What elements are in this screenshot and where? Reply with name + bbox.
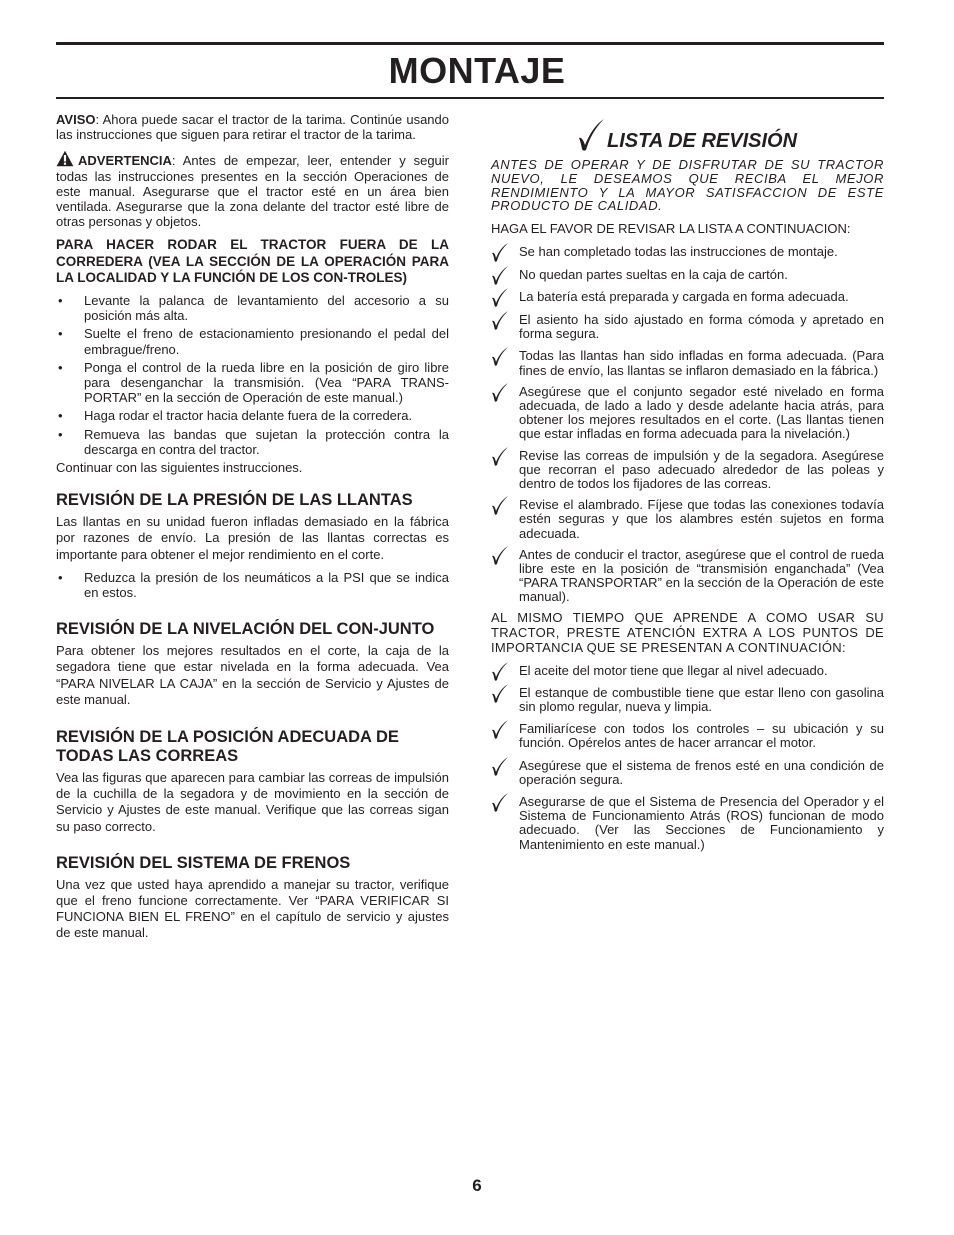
checkmark-icon <box>491 792 509 812</box>
rodar-heading: PARA HACER RODAR EL TRACTOR FUERA DE LA CORREDERA (VEA LA SECCIÓN DE LA OPERACIÓN PARA LA LOCALIDAD Y LA FUNCIÓN DE LOS CON-TROLES) <box>56 237 449 286</box>
checklist-item-text: El aceite del motor tiene que llegar al nivel adecuado. <box>519 662 828 678</box>
bullet-dot: • <box>58 292 63 308</box>
continuar-text: Continuar con las siguientes instrucciones. <box>56 459 303 475</box>
haga-favor-text: HAGA EL FAVOR DE REVISAR LA LISTA A CONTINUACION: <box>491 221 851 237</box>
aviso-text: : Ahora puede sacar el tractor de la tarima. Continúe usando las instrucciones que siguen para retirar el tractor de la tarima. <box>56 112 449 143</box>
checklist-item <box>491 795 884 852</box>
checklist-item <box>491 548 884 605</box>
checklist-1 <box>491 245 884 604</box>
list-item <box>56 427 449 457</box>
section-heading-llantas: REVISIÓN DE LA PRESIÓN DE LAS LLANTAS <box>56 491 413 510</box>
checklist-intro: ANTES DE OPERAR Y DE DISFRUTAR DE SU TRACTOR NUEVO, LE DESEAMOS QUE RECIBA EL MEJOR RENDIMIENTO Y LA MAYOR SATISFACCION DE ESTE PRODUCTO DE CALIDAD. <box>491 157 884 214</box>
title-bottom-rule <box>56 97 884 99</box>
section-text-llantas: Las llantas en su unidad fueron infladas demasiado en la fábrica por razones de envío. La presión de las llantas correctas es importante para obtener el mejor rendimiento en el corte. <box>56 514 449 562</box>
aviso-label: AVISO <box>56 112 96 127</box>
right-column <box>491 112 884 852</box>
checklist-item <box>491 349 884 377</box>
checkmark-icon <box>491 310 509 330</box>
checklist-item-text: El asiento ha sido ajustado en forma cómoda y apretado en forma segura. <box>519 312 884 342</box>
checklist-heading <box>577 118 884 152</box>
rodar-bullet-list <box>56 293 449 457</box>
bullet-dot: • <box>58 326 63 342</box>
aviso-paragraph <box>56 112 449 142</box>
checkmark-icon <box>491 382 509 402</box>
checklist-item-text: Todas las llantas han sido infladas en forma adecuada. (Para fines de envío, las llantas se inflaron demasiado en la fábrica.) <box>519 348 884 378</box>
checklist-title: LISTA DE REVISIÓN <box>607 130 798 152</box>
list-item <box>56 408 449 423</box>
checkmark-icon <box>491 683 509 703</box>
section-text-frenos: Una vez que usted haya aprendido a manejar su tractor, verifique que el freno funcione correctamente. Ver “PARA VERIFICAR SI FUNCIONA BIEN EL FRENO” en el capítulo de servicio y ajustes de este manual. <box>56 876 449 941</box>
list-item <box>56 326 449 356</box>
checklist-item <box>491 268 884 282</box>
checklist-item-text: Asegúrese que el sistema de frenos esté en una condición de operación segura. <box>519 757 884 787</box>
checklist-item-text: Asegurarse de que el Sistema de Presencia del Operador y el Sistema de Funcionamiento Atrás (ROS) funcionan de modo adecuado. (Ver las Secciones de Funcionamiento y Mantenimiento en este manual.) <box>519 794 884 852</box>
checklist-item <box>491 385 884 442</box>
checkmark-icon <box>491 756 509 776</box>
list-item <box>56 360 449 406</box>
checklist-item <box>491 722 884 750</box>
list-item-text: Ponga el control de la rueda libre en la posición de giro libre para desenganchar la transmisión. (Vea “PARA TRANS-PORTAR” en la sección de Operación de este manual.) <box>84 359 449 406</box>
checkmark-icon <box>491 545 509 565</box>
list-item-text: Haga rodar el tractor hacia delante fuera de la corredera. <box>84 408 413 424</box>
section-heading-frenos: REVISIÓN DEL SISTEMA DE FRENOS <box>56 853 351 872</box>
checklist-item-text: El estanque de combustible tiene que estar lleno con gasolina sin plomo regular, nueva y limpia. <box>519 684 884 715</box>
checklist-item-text: Asegúrese que el conjunto segador esté nivelado en forma adecuada, de lado a lado y desde adelante hacia atrás, para obtener los mejores resultados en el corte. (Las llantas tienen que estar infladas en forma adecuada para la nivelación.) <box>519 383 884 442</box>
checklist-item-text: Revise las correas de impulsión y de la segadora. Asegúrese que recorran el paso adecuado alrededor de las poleas y dentro de todos los fijadores de las correas. <box>519 447 884 492</box>
advertencia-paragraph <box>56 150 449 229</box>
llantas-bullet-list <box>56 570 449 600</box>
checkmark-icon <box>577 118 605 152</box>
bullet-dot: • <box>58 426 63 442</box>
list-item-text: Remueva las bandas que sujetan la protección contra la descarga en contra del tractor. <box>84 426 449 457</box>
section-text-nivelacion: Para obtener los mejores resultados en el corte, la caja de la segadora tiene que estar nivelada en la forma adecuada. Vea “PARA NIVELAR LA CAJA” en la sección de Servicio y Ajustes de este manual. <box>56 643 449 707</box>
checklist-item <box>491 449 884 492</box>
checklist-item <box>491 498 884 541</box>
checklist-item-text: Se han completado todas las instrucciones de montaje. <box>519 244 838 260</box>
checkmark-icon <box>491 719 509 739</box>
top-rule <box>56 42 884 45</box>
list-item-text: Suelte el freno de estacionamiento presionando el pedal del embrague/freno. <box>84 326 449 357</box>
bullet-dot: • <box>58 408 63 424</box>
advertencia-label: ADVERTENCIA <box>78 153 172 169</box>
section-heading-nivelacion: REVISIÓN DE LA NIVELACIÓN DEL CON-JUNTO <box>56 620 435 639</box>
checklist-item-text: Revise el alambrado. Fíjese que todas las conexiones todavía estén seguras y que los alambres estén sujetos en forma adecuada. <box>519 497 884 541</box>
checklist-item <box>491 759 884 787</box>
list-item-text: Reduzca la presión de los neumáticos a la PSI que se indica en estos. <box>84 569 449 600</box>
checkmark-icon <box>491 242 509 262</box>
section-heading-correas: REVISIÓN DE LA POSICIÓN ADECUADA DE TODAS LAS CORREAS <box>56 727 399 765</box>
checkmark-icon <box>491 287 509 307</box>
page-title: MONTAJE <box>388 50 566 91</box>
checklist-item <box>491 290 884 304</box>
checklist-item <box>491 686 884 714</box>
advertencia-text: : Antes de empezar, leer, entender y seguir todas las instrucciones presentes en la sección Operaciones de este manual. Asegurarse que el tractor esté en un área bien ventilada. Asegurarse que la zona delante del tractor esté libre de otras personas y objetos. <box>56 153 449 230</box>
checklist-2 <box>491 664 884 852</box>
checkmark-icon <box>491 265 509 285</box>
checklist-item-text: No quedan partes sueltas en la caja de cartón. <box>519 266 788 282</box>
al-mismo-text: AL MISMO TIEMPO QUE APRENDE A COMO USAR SU TRACTOR, PRESTE ATENCIÓN EXTRA A LOS PUNTOS DE IMPORTANCIA QUE SE PRESENTAN A CONTINUACIÓN: <box>491 609 884 655</box>
checklist-item-text: La batería está preparada y cargada en forma adecuada. <box>519 288 849 304</box>
checkmark-icon <box>491 495 509 515</box>
checklist-item-text: Familiarícese con todos los controles – su ubicación y su función. Opérelos antes de hacer arrancar el motor. <box>519 721 884 751</box>
checkmark-icon <box>491 346 509 366</box>
checklist-item <box>491 245 884 259</box>
page-number: 6 <box>472 1176 482 1195</box>
checkmark-icon <box>491 446 509 466</box>
checkmark-icon <box>491 661 509 681</box>
section-text-correas: Vea las figuras que aparecen para cambiar las correas de impulsión de la cuchilla de la segadora y de movimiento en la sección de Servicio y Ajustes de este manual. Verifique que las correas sigan su paso correcto. <box>56 769 449 834</box>
warning-triangle-icon <box>56 150 74 167</box>
left-column <box>56 112 449 942</box>
checklist-item <box>491 664 884 678</box>
checklist-item <box>491 313 884 341</box>
list-item-text: Levante la palanca de levantamiento del accesorio a su posición más alta. <box>84 292 449 324</box>
checklist-item-text: Antes de conducir el tractor, asegúrese que el control de rueda libre este en la posición de “transmisión enganchada” (Vea “PARA TRANSPORTAR” en la sección de la Operación de este manual). <box>519 546 884 605</box>
list-item <box>56 293 449 323</box>
bullet-dot: • <box>58 569 63 585</box>
bullet-dot: • <box>58 359 63 375</box>
list-item <box>56 570 449 600</box>
